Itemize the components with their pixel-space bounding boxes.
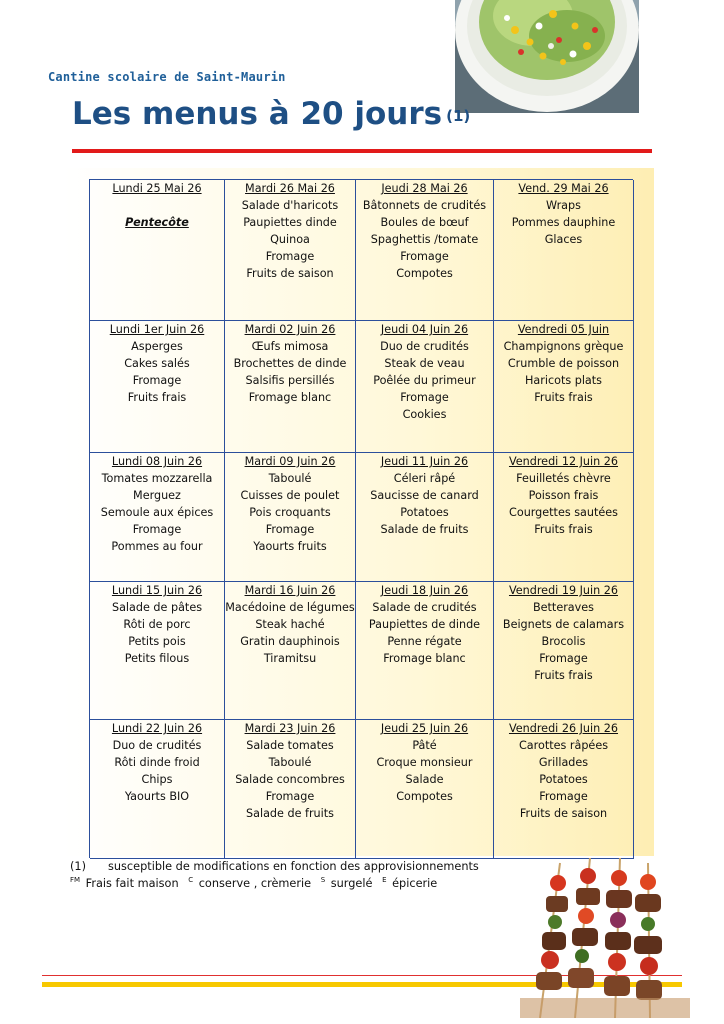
menu-dish: Salade de fruits (246, 806, 334, 820)
menu-dish: Taboulé (268, 471, 312, 485)
salad-bowl-photo (455, 0, 639, 113)
menu-dish: Poêlée du primeur (373, 373, 476, 387)
menu-dish: Boules de bœuf (380, 215, 469, 229)
menu-day-date: Lundi 25 Mai 26 (112, 182, 202, 195)
page-title-text: Les menus à 20 jours (72, 96, 443, 132)
legend-code: E (382, 876, 387, 884)
menu-dish: Salsifis persillés (245, 373, 335, 387)
menu-day-cell (356, 720, 494, 859)
footnote (70, 860, 479, 873)
menu-holiday: Pentecôte (125, 215, 189, 229)
menu-dish: Penne régate (387, 634, 462, 648)
menu-dish: Cookies (402, 407, 447, 421)
menu-dish: Pommes au four (111, 539, 203, 553)
menu-day-date: Jeudi 18 Juin 26 (380, 584, 469, 597)
footnote-text: susceptible de modifications en fonction des approvisionnements (108, 860, 479, 873)
menu-dish: Betteraves (532, 600, 594, 614)
menu-dish: Haricots plats (524, 373, 603, 387)
page-title (72, 96, 470, 132)
menu-day-cell (494, 321, 634, 453)
menu-dish: Fromage (132, 373, 182, 387)
menu-day-date: Vendredi 05 Juin (517, 323, 610, 336)
menu-dish: Gratin dauphinois (240, 634, 340, 648)
footnote-number: (1) (70, 860, 87, 873)
menu-dish: Fromage (400, 249, 449, 263)
menu-dish: Champignons grèque (503, 339, 624, 353)
menu-day-date: Mardi 23 Juin 26 (244, 722, 336, 735)
menu-day-cell (90, 321, 225, 453)
menu-dish: Asperges (131, 339, 183, 353)
menu-dish: Quinoa (270, 232, 310, 246)
menu-dish: Fromage (132, 522, 182, 536)
menu-dish: Salade concombres (235, 772, 345, 786)
menu-dish: Spaghettis /tomate (370, 232, 479, 246)
menu-day-date: Lundi 15 Juin 26 (111, 584, 203, 597)
legend (70, 876, 437, 890)
menu-dish: Fruits de saison (519, 806, 608, 820)
menu-dish: Yaourts fruits (253, 539, 327, 553)
kebab-skewers-photo (520, 858, 690, 1018)
legend-code: FM (70, 876, 81, 884)
menu-dish: Merguez (133, 488, 181, 502)
menu-dish: Brochettes de dinde (233, 356, 347, 370)
menu-day-cell (225, 321, 356, 453)
menu-dish: Fromage blanc (383, 651, 466, 665)
menu-day-cell (225, 180, 356, 321)
menu-dish: Fruits de saison (246, 266, 334, 280)
menu-day-date: Vendredi 19 Juin 26 (508, 584, 619, 597)
menu-day-date: Lundi 22 Juin 26 (111, 722, 203, 735)
menu-dish: Cakes salés (124, 356, 190, 370)
menu-day-date: Lundi 08 Juin 26 (111, 455, 203, 468)
menu-dish: Poisson frais (528, 488, 599, 502)
menu-day-date: Jeudi 04 Juin 26 (380, 323, 469, 336)
menu-dish: Fruits frais (534, 390, 593, 404)
menu-dish: Semoule aux épices (100, 505, 214, 519)
menu-dish: Fromage (265, 789, 315, 803)
menu-day-date: Jeudi 28 Mai 26 (381, 182, 468, 195)
menu-dish: Tomates mozzarella (101, 471, 213, 485)
menu-dish: Duo de crudités (380, 339, 469, 353)
menu-dish: Fromage blanc (248, 390, 332, 404)
menu-dish: Saucisse de canard (370, 488, 479, 502)
menu-dish: Œufs mimosa (251, 339, 329, 353)
menu-dish: Chips (141, 772, 173, 786)
menu-day-cell (90, 582, 225, 720)
menu-dish: Macédoine de légumes (225, 600, 355, 614)
menu-grid (89, 179, 633, 858)
menu-dish: Pois croquants (249, 505, 331, 519)
school-name: Cantine scolaire de Saint-Maurin (48, 70, 286, 84)
menu-day-cell (225, 582, 356, 720)
title-underline (72, 149, 652, 153)
menu-day-cell (494, 720, 634, 859)
menu-day-date: Vendredi 12 Juin 26 (508, 455, 619, 468)
menu-day-cell (494, 582, 634, 720)
menu-day-cell (90, 453, 225, 582)
menu-dish: Salade de crudités (372, 600, 477, 614)
menu-dish: Paupiettes dinde (243, 215, 337, 229)
menu-day-cell (356, 180, 494, 321)
menu-day-cell (494, 453, 634, 582)
menu-day-date: Mardi 02 Juin 26 (244, 323, 336, 336)
title-footnote-ref: (1) (446, 107, 471, 125)
menu-day-cell (225, 453, 356, 582)
legend-label: épicerie (392, 877, 438, 890)
legend-label: Frais fait maison (85, 877, 179, 890)
menu-day-cell (90, 720, 225, 859)
menu-day-cell (225, 720, 356, 859)
menu-dish: Fruits frais (534, 668, 593, 682)
menu-dish: Petits filous (124, 651, 190, 665)
menu-dish: Potatoes (400, 505, 449, 519)
menu-dish: Fruits frais (534, 522, 593, 536)
menu-day-date: Mardi 26 Mai 26 (245, 182, 335, 195)
menu-dish: Brocolis (541, 634, 586, 648)
menu-dish: Salade de pâtes (111, 600, 203, 614)
menu-day-date: Jeudi 11 Juin 26 (380, 455, 469, 468)
menu-day-date: Mardi 09 Juin 26 (244, 455, 336, 468)
menu-day-cell (356, 582, 494, 720)
legend-code: C (188, 876, 194, 884)
menu-dish: Wraps (546, 198, 581, 212)
menu-dish: Cuisses de poulet (240, 488, 340, 502)
menu-dish: Salade tomates (246, 738, 334, 752)
menu-dish: Tiramitsu (263, 651, 317, 665)
menu-dish: Taboulé (268, 755, 312, 769)
menu-dish: Salade (405, 772, 444, 786)
menu-dish: Compotes (396, 266, 453, 280)
menu-dish: Fruits frais (127, 390, 187, 404)
menu-dish: Carottes râpées (518, 738, 609, 752)
menu-day-date: Vendredi 26 Juin 26 (508, 722, 619, 735)
menu-dish: Bâtonnets de crudités (362, 198, 487, 212)
menu-day-date: Jeudi 25 Juin 26 (380, 722, 469, 735)
legend-label: surgelé (330, 877, 373, 890)
menu-dish: Fromage (539, 789, 588, 803)
menu-dish: Yaourts BIO (124, 789, 190, 803)
menu-dish: Steak haché (255, 617, 325, 631)
menu-dish: Duo de crudités (112, 738, 202, 752)
menu-dish: Feuilletés chèvre (516, 471, 611, 485)
menu-dish: Steak de veau (384, 356, 465, 370)
menu-dish: Croque monsieur (376, 755, 473, 769)
menu-dish: Potatoes (539, 772, 588, 786)
menu-dish: Beignets de calamars (502, 617, 625, 631)
legend-code: S (320, 876, 326, 884)
menu-dish: Salade de fruits (380, 522, 469, 536)
menu-dish: Pâté (412, 738, 437, 752)
menu-dish: Compotes (396, 789, 453, 803)
menu-dish: Paupiettes de dinde (368, 617, 481, 631)
menu-dish: Rôti de porc (123, 617, 191, 631)
menu-dish: Salade d'haricots (241, 198, 339, 212)
menu-dish: Courgettes sautées (509, 505, 618, 519)
menu-dish: Fromage (265, 522, 315, 536)
menu-dish: Céleri râpé (393, 471, 456, 485)
menu-dish: Pommes dauphine (511, 215, 616, 229)
menu-day-cell (356, 321, 494, 453)
menu-day-date: Lundi 1er Juin 26 (109, 323, 205, 336)
menu-day-cell (494, 180, 634, 321)
menu-day-date: Vend. 29 Mai 26 (518, 182, 609, 195)
menu-dish: Fromage (539, 651, 588, 665)
menu-dish: Glaces (544, 232, 583, 246)
menu-dish: Petits pois (128, 634, 186, 648)
legend-label: conserve , crèmerie (198, 877, 312, 890)
menu-day-date: Mardi 16 Juin 26 (244, 584, 336, 597)
menu-day-cell (90, 180, 225, 321)
menu-day-cell (356, 453, 494, 582)
menu-dish: Crumble de poisson (507, 356, 620, 370)
menu-dish: Rôti dinde froid (114, 755, 200, 769)
menu-dish: Fromage (265, 249, 315, 263)
menu-dish: Fromage (400, 390, 449, 404)
menu-dish: Grillades (538, 755, 589, 769)
